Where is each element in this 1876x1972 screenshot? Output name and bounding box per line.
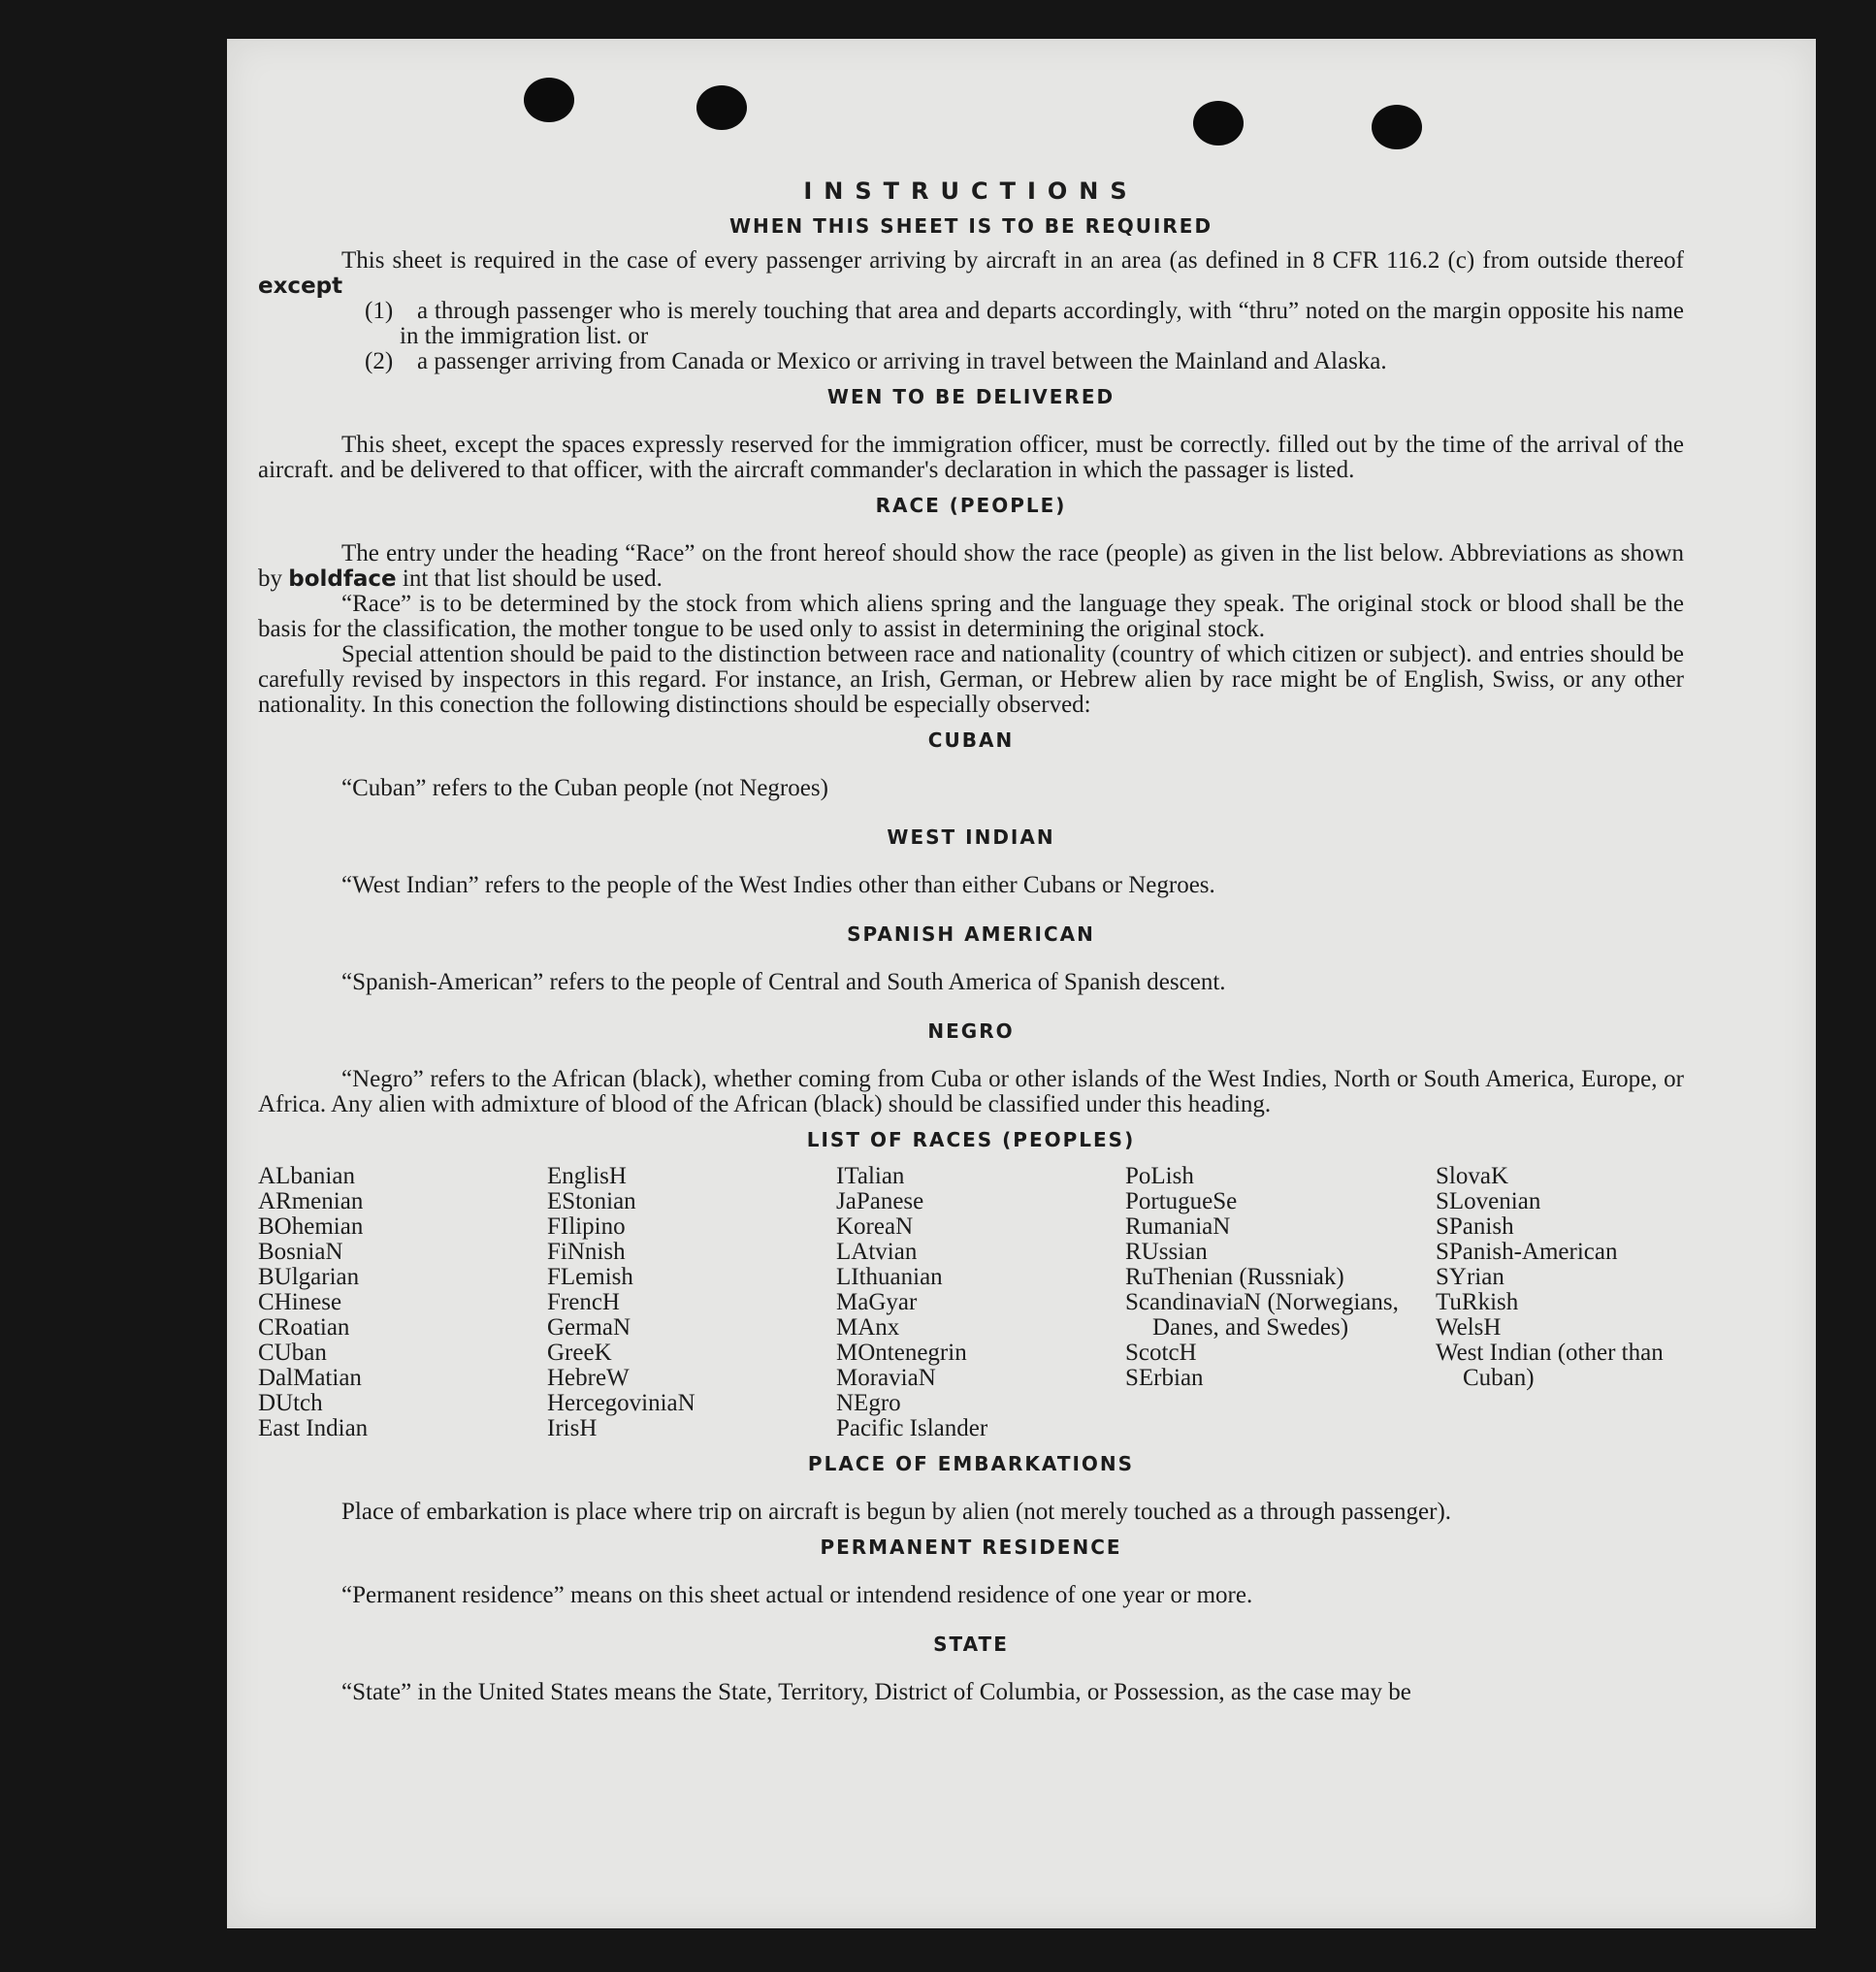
race-list — [258, 1164, 1684, 1441]
list-item: PoLish — [1125, 1163, 1194, 1189]
section-heading: RACE (PEOPLE) — [875, 494, 1067, 517]
list-item: CRoatian — [258, 1314, 350, 1341]
list-item: WelsH — [1436, 1314, 1502, 1341]
list-item: FIlipino — [547, 1213, 626, 1240]
list-item: PortugueSe — [1125, 1188, 1238, 1214]
document-body — [258, 178, 1684, 1705]
list-item: HebreW — [547, 1365, 630, 1391]
punch-hole — [1372, 105, 1422, 149]
page-title: INSTRUCTIONS — [803, 178, 1139, 205]
document-page — [227, 39, 1816, 1928]
punch-hole — [696, 85, 747, 130]
punch-hole — [1193, 101, 1244, 145]
list-item: ScandinaviaN (Norwegians, Danes, and Swedes) — [1125, 1289, 1399, 1341]
list-item: ARmenian — [258, 1188, 364, 1214]
list-item: NEgro — [836, 1390, 901, 1416]
list-item: JaPanese — [836, 1188, 924, 1214]
list-item: MOntenegrin — [836, 1340, 967, 1366]
list-item: West Indian (other than Cuban) — [1436, 1340, 1664, 1391]
list-item: ITalian — [836, 1163, 905, 1189]
list-item: MoraviaN — [836, 1365, 936, 1391]
list-item: TuRkish — [1436, 1289, 1519, 1315]
paragraph: “Cuban” refers to the Cuban people (not Negroes) — [341, 775, 828, 801]
list-item: DalMatian — [258, 1365, 362, 1391]
list-item: RuThenian (Russniak) — [1125, 1264, 1344, 1290]
section-heading: PLACE OF EMBARKATIONS — [807, 1452, 1135, 1475]
list-item: HercegoviniaN — [547, 1390, 695, 1416]
list-item: (2) a passenger arriving from Canada or Mexico or arriving in travel between the Mainland and Alaska. — [365, 348, 1387, 374]
list-item: CUban — [258, 1340, 327, 1366]
list-item: SlovaK — [1436, 1163, 1508, 1189]
list-item: CHinese — [258, 1289, 342, 1315]
list-item: BosniaN — [258, 1239, 343, 1265]
section-heading: CUBAN — [927, 728, 1015, 752]
list-item: MAnx — [836, 1314, 900, 1341]
race-column — [547, 1164, 836, 1441]
list-item: LIthuanian — [836, 1264, 943, 1290]
list-item: FLemish — [547, 1264, 633, 1290]
punch-hole — [524, 78, 574, 122]
list-item: RUssian — [1125, 1239, 1208, 1265]
section-heading: WEST INDIAN — [887, 825, 1055, 849]
list-item: SPanish-American — [1436, 1239, 1618, 1265]
list-item: KoreaN — [836, 1213, 914, 1240]
list-item: ScotcH — [1125, 1340, 1197, 1366]
paragraph: Special attention should be paid to the distinction between race and nationality (country of which citizen or subject). and entries should be carefully revised by inspectors in this regard. For instance, an Irish, German, or Hebrew alien by race might be of English, Swiss, or any other nationality. In this conection the following distinctions should be especially observed: — [258, 641, 1684, 718]
race-column — [836, 1164, 1125, 1441]
race-column — [258, 1164, 547, 1441]
list-item: MaGyar — [836, 1289, 918, 1315]
section-heading: SPANISH AMERICAN — [847, 922, 1095, 946]
list-item: FiNnish — [547, 1239, 626, 1265]
list-item: ALbanian — [258, 1163, 355, 1189]
list-item: FrencH — [547, 1289, 620, 1315]
list-item: Pacific Islander — [836, 1415, 988, 1441]
paragraph: “State” in the United States means the State, Territory, District of Columbia, or Possession, as the case may be — [341, 1679, 1411, 1705]
list-item: SErbian — [1125, 1365, 1204, 1391]
list-item: EStonian — [547, 1188, 636, 1214]
list-item: East Indian — [258, 1415, 369, 1441]
section-heading: PERMANENT RESIDENCE — [820, 1536, 1122, 1559]
list-item: BUlgarian — [258, 1264, 360, 1290]
paragraph: This sheet is required in the case of every passenger arriving by aircraft in an area (as defined in 8 CFR 116.2 (c) from outside thereof except — [258, 247, 1684, 299]
list-item: SPanish — [1436, 1213, 1514, 1240]
list-item: DUtch — [258, 1390, 323, 1416]
paragraph: The entry under the heading “Race” on the front hereof should show the race (people) as given in the list below. Abbreviations as shown by boldface int that list should be used. — [258, 540, 1684, 592]
section-heading: WEN TO BE DELIVERED — [826, 385, 1116, 408]
list-item: SYrian — [1436, 1264, 1504, 1290]
paragraph: “Negro” refers to the African (black), whether coming from Cuba or other islands of the West Indies, North or South America, Europe, or Africa. Any alien with admixture of blood of the African (black) should be classified under this heading. — [258, 1066, 1684, 1117]
section-heading: WHEN THIS SHEET IS TO BE REQUIRED — [728, 214, 1213, 238]
paragraph: “West Indian” refers to the people of the West Indies other than either Cubans or Negroes. — [341, 872, 1215, 898]
race-column — [1125, 1164, 1436, 1441]
section-heading: LIST OF RACES (PEOPLES) — [806, 1128, 1136, 1151]
list-item: EnglisH — [547, 1163, 627, 1189]
paragraph: “Spanish-American” refers to the people of Central and South America of Spanish descent. — [341, 969, 1226, 995]
list-item: IrisH — [547, 1415, 598, 1441]
section-heading: NEGRO — [927, 1019, 1015, 1043]
paragraph: “Race” is to be determined by the stock from which aliens spring and the language they speak. The original stock or blood shall be the basis for the classification, the mother tongue to be used only to assist in determining the original stock. — [258, 591, 1684, 642]
paragraph: “Permanent residence” means on this sheet actual or intendend residence of one year or more. — [341, 1582, 1253, 1608]
paragraph: This sheet, except the spaces expressly reserved for the immigration officer, must be correctly. filled out by the time of the arrival of the aircraft. and be delivered to that officer, with the aircraft commander's declaration in which the passager is listed. — [258, 432, 1684, 483]
list-item: BOhemian — [258, 1213, 364, 1240]
section-heading: STATE — [933, 1633, 1009, 1656]
list-item: RumaniaN — [1125, 1213, 1231, 1240]
list-item: GermaN — [547, 1314, 631, 1341]
race-column — [1436, 1164, 1684, 1441]
list-item: SLovenian — [1436, 1188, 1541, 1214]
list-item: GreeK — [547, 1340, 612, 1366]
list-item: (1) a through passenger who is merely touching that area and departs accordingly, with “thru” noted on the margin opposite his name in the immigration list. or — [365, 298, 1684, 349]
paragraph: Place of embarkation is place where trip on aircraft is begun by alien (not merely touched as a through passenger). — [341, 1499, 1452, 1525]
list-item: LAtvian — [836, 1239, 918, 1265]
